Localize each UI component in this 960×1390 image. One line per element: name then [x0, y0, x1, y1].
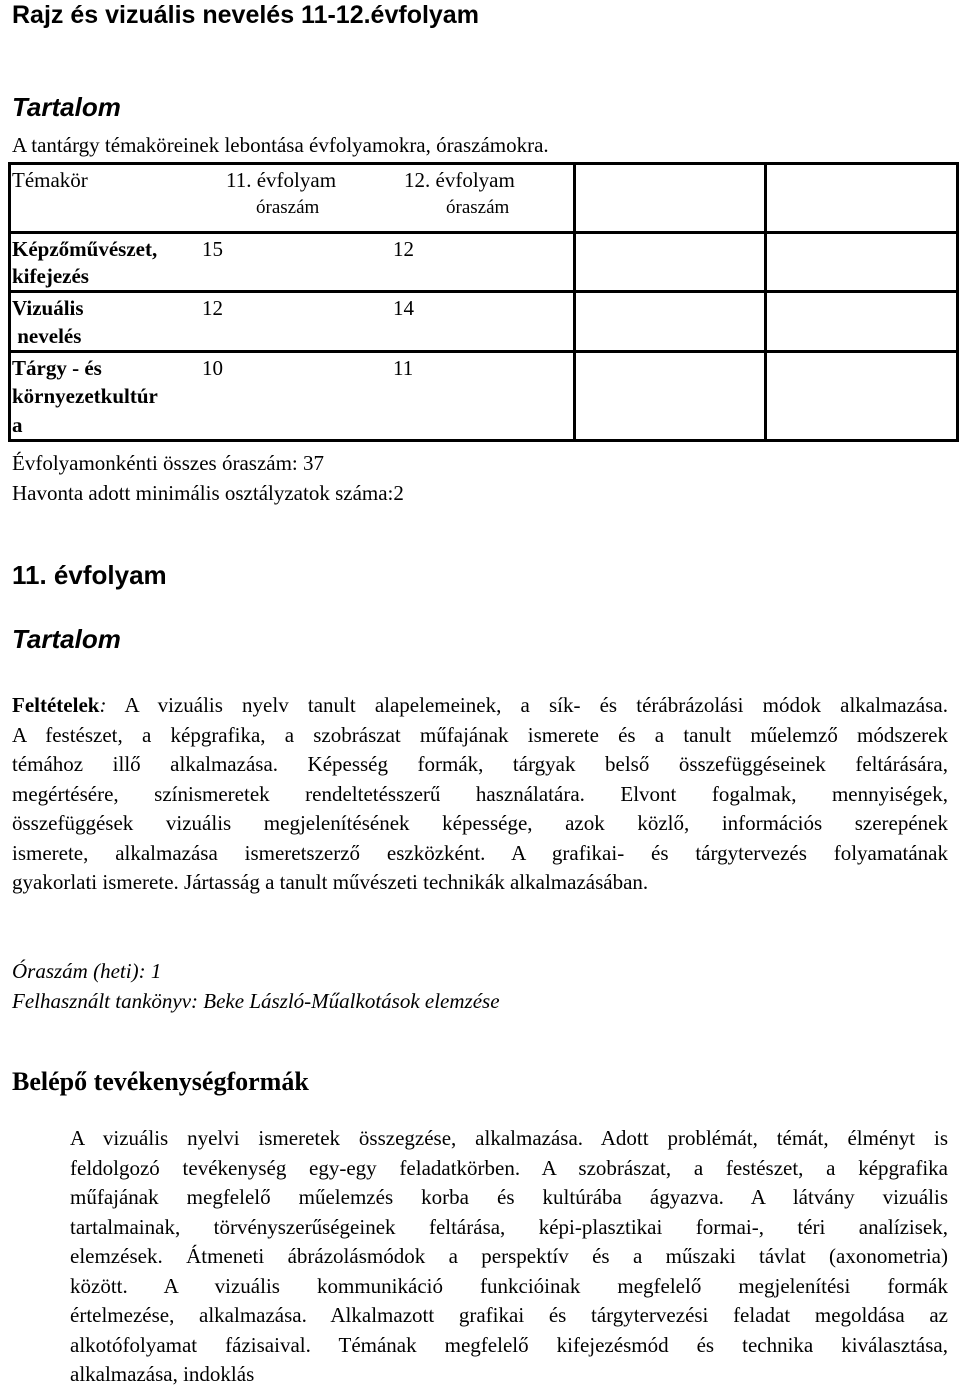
conditions-colon: : [99, 693, 107, 717]
table-border-right [956, 162, 959, 442]
activities-line: tartalmainak, törvényszerűségeinek feltárása, képi-plasztikai formai-, téri analízisek, [70, 1214, 948, 1239]
activities-line: A vizuális nyelvi ismeretek összegzése, alkalmazása. Adott problémát, témát, élményt is [70, 1126, 948, 1150]
conditions-line [12, 691, 948, 721]
table-row-topic: a [12, 413, 23, 437]
activities-line: műfajának megfelelő műelemzés korba és kultúrába ágyazva. A látvány vizuális [70, 1185, 948, 1209]
conditions-paragraph [12, 691, 948, 898]
conditions-label: Feltételek [12, 693, 100, 717]
table-row-grade-11: 10 [202, 356, 223, 380]
conditions-line: megértésére, színismeretek rendeltetésszerű használatára. Elvont fogalmak, mennyiségek, [12, 781, 948, 806]
conditions-line: ismerete, alkalmazása ismeretszerző eszközként. A grafikai- és tárgytervezés folyamatának [12, 840, 948, 865]
activities-line: elemzések. Átmeneti ábrázolásmódok a perspektív és a műszaki távlat (axonometria) [70, 1244, 948, 1268]
textbook-text: Felhasznált tankönyv: Beke László-Műalkotások elemzése [12, 989, 500, 1013]
document-title: Rajz és vizuális nevelés 11-12.évfolyam [12, 1, 479, 29]
table-border-bottom [8, 439, 959, 442]
grade-11-heading: 11. évfolyam [12, 560, 167, 590]
grades-count-text: Havonta adott minimális osztályzatok száma:2 [12, 481, 404, 505]
conditions-line: A festészet, a képgrafika, a szobrászat műfajának ismerete és a tanult műelemző módszerek [12, 722, 948, 747]
hours-table [8, 162, 959, 442]
table-divider [573, 162, 576, 442]
table-row-divider [8, 350, 959, 353]
section-heading-contents-11: Tartalom [12, 624, 121, 654]
table-row-grade-12: 12 [393, 237, 414, 261]
intro-text: A tantárgy témaköreinek lebontása évfolyamokra, óraszámokra. [12, 133, 549, 157]
table-row-grade-12: 14 [393, 296, 414, 320]
table-row-grade-11: 12 [202, 296, 223, 320]
conditions-line: gyakorlati ismerete. Jártasság a tanult művészeti technikák alkalmazásában. [12, 870, 649, 894]
conditions-text: A vizuális nyelv tanult alapelemeinek, a sík- és térábrázolási módok alkalmazása. [106, 693, 948, 717]
section-heading-contents: Tartalom [12, 92, 121, 122]
header-grade-11: 11. évfolyam [226, 168, 337, 192]
activities-line: feldolgozó tevékenység egy-egy feladatkörben. A szobrászat, a festészet, a képgrafika [70, 1155, 948, 1180]
table-row-topic: Vizuális [12, 296, 84, 320]
total-hours-text: Évfolyamonkénti összes óraszám: 37 [12, 451, 325, 475]
table-row-topic: nevelés [12, 324, 82, 348]
table-row-grade-12: 11 [393, 356, 414, 380]
activities-line: között. A vizuális kommunikáció funkcióinak megfelelő megjelenítési formák [70, 1273, 948, 1298]
activities-line: alkalmazása, indoklás [70, 1362, 255, 1386]
table-border-left [8, 162, 11, 442]
table-row-grade-11: 15 [202, 237, 223, 261]
conditions-line: összefüggések vizuális megjelenítésének képessége, azok közlő, információs szerepének [12, 811, 948, 835]
weekly-hours-text: Óraszám (heti): 1 [12, 959, 162, 983]
header-grade-12: 12. évfolyam [404, 168, 515, 192]
table-divider [764, 162, 767, 442]
header-grade-12-sub: óraszám [446, 197, 510, 218]
activities-heading: Belépő tevékenységformák [12, 1067, 309, 1096]
table-row-divider [8, 290, 959, 293]
header-topic: Témakör [12, 168, 88, 192]
header-grade-11-sub: óraszám [256, 197, 320, 218]
table-row-topic: Tárgy - és [12, 356, 102, 380]
conditions-line: témához illő alkalmazása. Képesség formák, tárgyak belső összefüggéseinek feltárására, [12, 752, 948, 776]
table-row-topic: környezetkultúr [12, 384, 158, 408]
table-row-topic: Képzőművészet, [12, 237, 158, 261]
activities-line: alkotófolyamat fázisaival. Témának megfelelő kifejezésmód és technika kiválasztása, [70, 1332, 948, 1357]
table-row-topic: kifejezés [12, 264, 89, 288]
activities-paragraph [70, 1124, 948, 1390]
activities-line: értelmezése, alkalmazása. Alkalmazott grafikai és tárgytervezési feladat megoldása az [70, 1303, 948, 1327]
